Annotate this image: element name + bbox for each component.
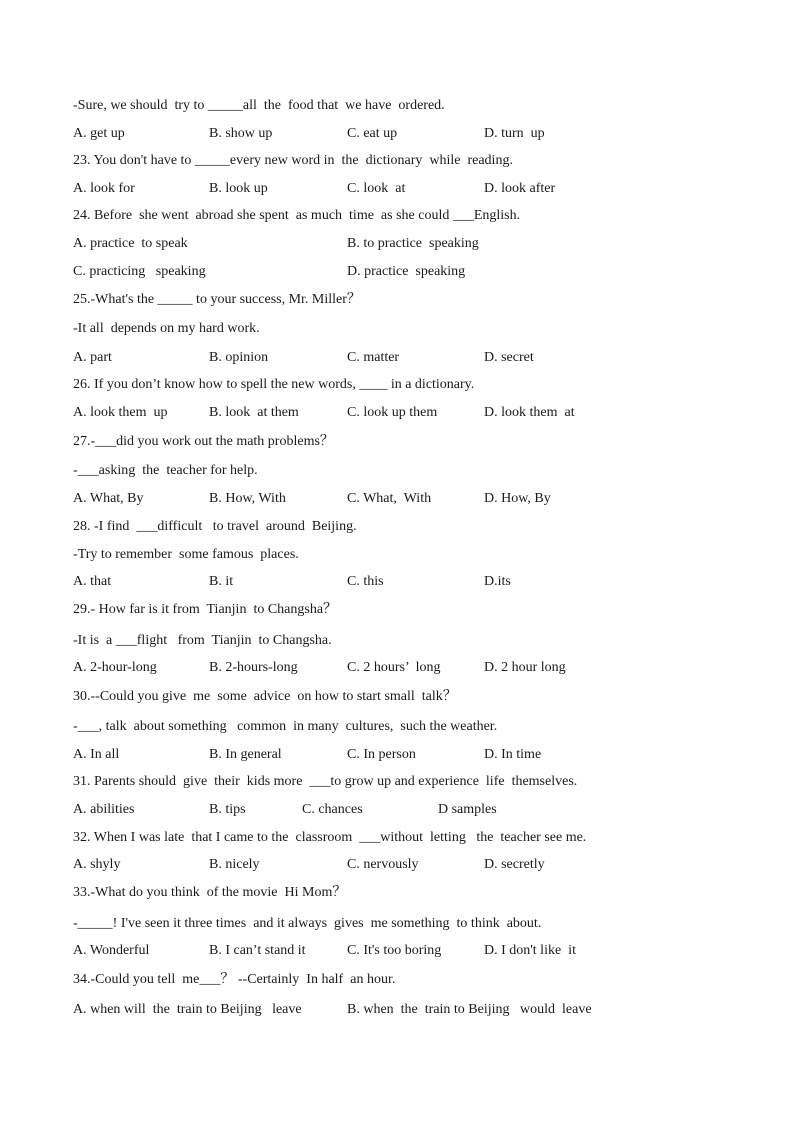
option-b: B. show up (209, 126, 273, 141)
option-a: A. Wonderful (73, 943, 150, 958)
option-d: D. secret (484, 350, 534, 365)
option-d: D. turn up (484, 126, 545, 141)
question-27-reply: -___asking the teacher for help. (73, 463, 258, 478)
option-a: A. look them up (73, 405, 168, 420)
question-24: 24. Before she went abroad she spent as much time as she could ___English. (73, 208, 521, 223)
question-25: 25.-What's the _____ to your success, Mr. Miller？ (73, 292, 361, 307)
option-c: C. In person (347, 747, 416, 762)
option-b: B. nicely (209, 857, 260, 872)
option-b: B. 2-hours-long (209, 660, 298, 675)
option-a: A. practice to speak (73, 236, 188, 251)
option-a: A. look for (73, 181, 135, 196)
option-b: B. I can’t stand it (209, 943, 306, 958)
option-c: C. matter (347, 350, 400, 365)
option-a: A. get up (73, 126, 125, 141)
option-c: C. eat up (347, 126, 398, 141)
option-c: C. nervously (347, 857, 419, 872)
option-a: A. shyly (73, 857, 121, 872)
option-c: C. this (347, 574, 384, 589)
option-d: D. 2 hour long (484, 660, 566, 675)
option-b: B. opinion (209, 350, 269, 365)
option-c: C. look at (347, 181, 406, 196)
question-25-reply: -It all depends on my hard work. (73, 321, 260, 336)
option-a: A. In all (73, 747, 120, 762)
question-28-reply: -Try to remember some famous places. (73, 547, 299, 562)
option-c: C. 2 hours’ long (347, 660, 441, 675)
option-c: C. practicing speaking (73, 264, 206, 279)
option-a: A. What, By (73, 491, 144, 506)
question-27: 27.-___did you work out the math problems？ (73, 434, 334, 449)
question-32: 32. When I was late that I came to the classroom ___without letting the teacher see me. (73, 830, 587, 845)
option-d: D. I don't like it (484, 943, 576, 958)
question-29-reply: -It is a ___flight from Tianjin to Changsha. (73, 633, 332, 648)
option-d: D. How, By (484, 491, 551, 506)
option-b: B. to practice speaking (347, 236, 479, 251)
option-b: B. when the train to Beijing would leave (347, 1002, 592, 1017)
option-d: D. In time (484, 747, 542, 762)
option-a: A. part (73, 350, 112, 365)
question-28: 28. -I find ___difficult to travel around Beijing. (73, 519, 357, 534)
option-b: B. look at them (209, 405, 299, 420)
option-d: D. look them at (484, 405, 575, 420)
question-30-reply: -___, talk about something common in many cultures, such the weather. (73, 719, 498, 734)
option-c: C. chances (302, 802, 363, 817)
option-b: B. it (209, 574, 234, 589)
option-b: B. In general (209, 747, 282, 762)
option-d: D. secretly (484, 857, 545, 872)
question-22-reply: -Sure, we should try to _____all the food that we have ordered. (73, 98, 445, 113)
option-d: D. practice speaking (347, 264, 466, 279)
question-26: 26. If you don’t know how to spell the new words, ____ in a dictionary. (73, 377, 475, 392)
option-a: A. that (73, 574, 112, 589)
option-d: D. look after (484, 181, 556, 196)
question-30: 30.--Could you give me some advice on how to start small talk？ (73, 689, 457, 704)
option-a: A. when will the train to Beijing leave (73, 1002, 302, 1017)
question-33-reply: -_____! I've seen it three times and it always gives me something to think about. (73, 916, 542, 931)
question-33: 33.-What do you think of the movie Hi Mom？ (73, 885, 347, 900)
option-b: B. tips (209, 802, 246, 817)
option-c: C. look up them (347, 405, 438, 420)
question-34: 34.-Could you tell me___？ --Certainly In half an hour. (73, 972, 396, 987)
question-29: 29.- How far is it from Tianjin to Changsha？ (73, 602, 338, 617)
option-c: C. It's too boring (347, 943, 442, 958)
option-d: D samples (438, 802, 497, 817)
option-d: D.its (484, 574, 511, 589)
option-a: A. 2-hour-long (73, 660, 157, 675)
option-b: B. look up (209, 181, 268, 196)
option-a: A. abilities (73, 802, 135, 817)
option-c: C. What, With (347, 491, 432, 506)
question-31: 31. Parents should give their kids more ___to grow up and experience life themselves. (73, 774, 578, 789)
question-23: 23. You don't have to _____every new word in the dictionary while reading. (73, 153, 513, 168)
option-b: B. How, With (209, 491, 286, 506)
